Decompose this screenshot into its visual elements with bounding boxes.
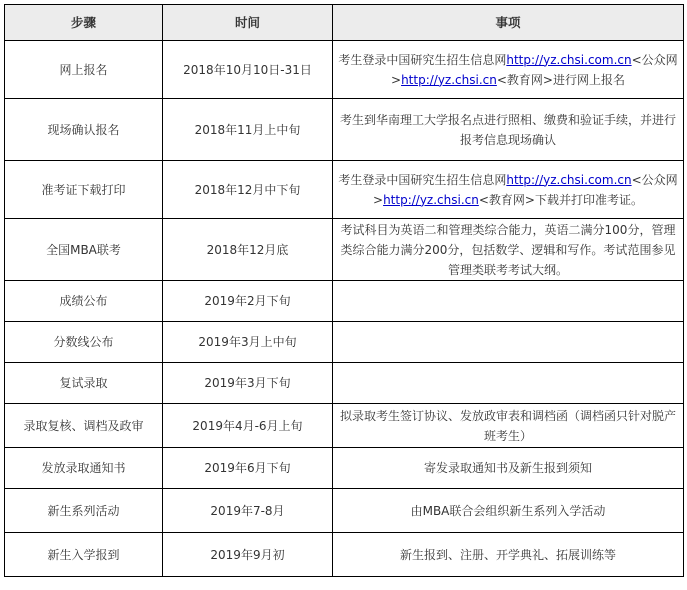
header-row [5, 5, 684, 41]
step-cell: 分数线公布 [5, 322, 163, 363]
time-cell: 2018年12月中下旬 [163, 161, 333, 219]
step-cell: 准考证下载打印 [5, 161, 163, 219]
table-row [5, 281, 684, 322]
time-cell: 2019年3月下旬 [163, 363, 333, 404]
desc-cell [333, 219, 684, 281]
step-cell: 新生入学报到 [5, 533, 163, 577]
desc-cell [333, 322, 684, 363]
desc-text: 考生登录中国研究生招生信息网 [338, 52, 507, 67]
header-step: 步骤 [5, 5, 163, 41]
time-cell: 2018年11月上中旬 [163, 99, 333, 161]
step-cell: 成绩公布 [5, 281, 163, 322]
step-cell: 发放录取通知书 [5, 448, 163, 489]
desc-cell [333, 363, 684, 404]
table-body [5, 41, 684, 577]
desc-text: <教育网>进行网上报名 [496, 72, 625, 87]
table-row [5, 533, 684, 577]
url-link[interactable]: http://yz.chsi.cn [401, 72, 497, 87]
url-link[interactable]: http://yz.chsi.com.cn [506, 52, 632, 67]
desc-text: 由MBA联合会组织新生系列入学活动 [410, 503, 606, 518]
table-row [5, 99, 684, 161]
desc-cell [333, 161, 684, 219]
table-row [5, 41, 684, 99]
time-cell: 2019年6月下旬 [163, 448, 333, 489]
desc-text: 考生到华南理工大学报名点进行照相、缴费和验证手续，并进行报考信息现场确认 [339, 112, 676, 147]
desc-text: <公众网> [373, 172, 678, 207]
table-row [5, 161, 684, 219]
step-cell: 网上报名 [5, 41, 163, 99]
header-desc: 事项 [333, 5, 684, 41]
table-row [5, 322, 684, 363]
desc-text: 寄发录取通知书及新生报到须知 [423, 461, 592, 475]
header-time: 时间 [163, 5, 333, 41]
schedule-table [4, 4, 684, 577]
step-cell: 录取复核、调档及政审 [5, 404, 163, 448]
desc-cell [333, 448, 684, 489]
time-cell: 2019年3月上中旬 [163, 322, 333, 363]
desc-cell [333, 533, 684, 577]
time-cell: 2018年10月10日-31日 [163, 41, 333, 99]
time-cell: 2019年2月下旬 [163, 281, 333, 322]
desc-text: 考生登录中国研究生招生信息网 [338, 172, 507, 187]
time-cell: 2019年4月-6月上旬 [163, 404, 333, 448]
desc-text: <教育网>下载并打印准考证。 [478, 192, 643, 207]
desc-cell [333, 404, 684, 448]
time-cell: 2019年7-8月 [163, 489, 333, 533]
step-cell: 复试录取 [5, 363, 163, 404]
table-row [5, 404, 684, 448]
table-row [5, 489, 684, 533]
time-cell: 2019年9月初 [163, 533, 333, 577]
url-link[interactable]: http://yz.chsi.com.cn [506, 172, 632, 187]
step-cell: 全国MBA联考 [5, 219, 163, 281]
url-link[interactable]: http://yz.chsi.cn [383, 192, 479, 207]
table-row [5, 219, 684, 281]
table-row [5, 363, 684, 404]
table-row [5, 448, 684, 489]
desc-text: 考试科目为英语二和管理类综合能力，英语二满分100分，管理类综合能力满分200分，包括数学、逻辑和写作。考试范围参见管理类联考考试大纲。 [340, 222, 676, 277]
time-cell: 2018年12月底 [163, 219, 333, 281]
desc-text: 新生报到、注册、开学典礼、拓展训练等 [399, 547, 616, 562]
desc-text: 拟录取考生签订协议、发放政审表和调档函（调档函只针对脱产班考生） [339, 408, 676, 443]
desc-cell [333, 41, 684, 99]
step-cell: 新生系列活动 [5, 489, 163, 533]
desc-text: <公众网> [391, 52, 678, 87]
step-cell: 现场确认报名 [5, 99, 163, 161]
desc-cell [333, 489, 684, 533]
desc-cell [333, 99, 684, 161]
desc-cell [333, 281, 684, 322]
